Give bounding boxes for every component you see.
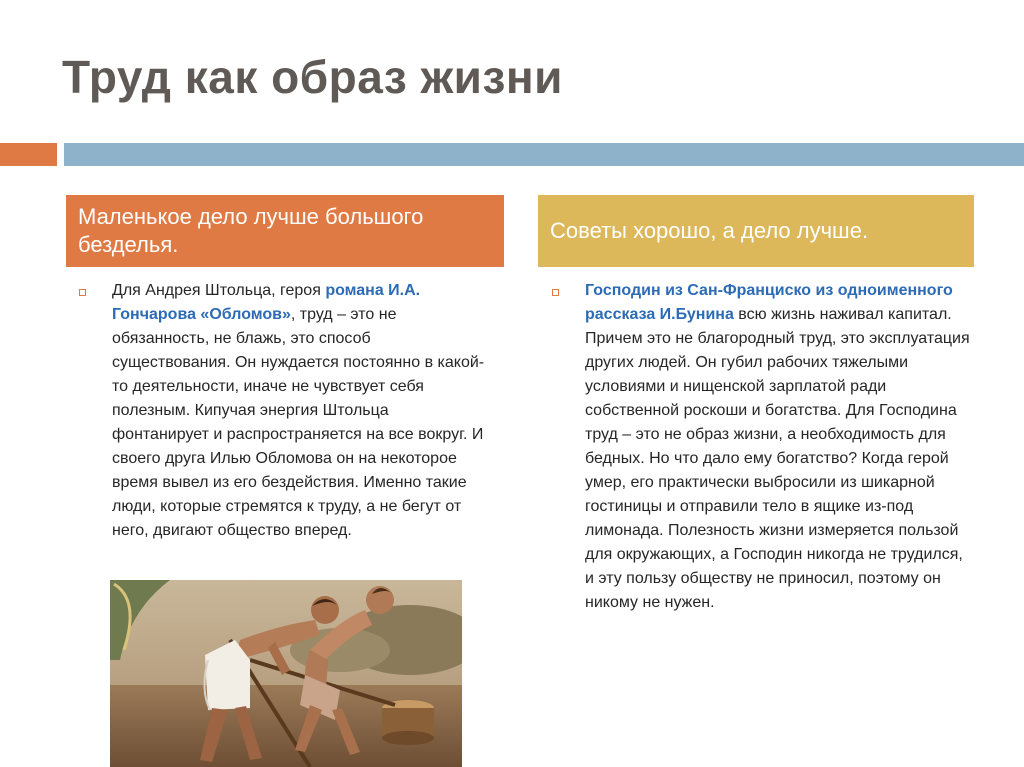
left-header-text: Маленькое дело лучше большого безделья.	[78, 204, 424, 257]
labor-painting	[110, 580, 462, 767]
left-text-highlight: романа И.А. Гончарова «Обломов»	[112, 282, 421, 323]
slide-title: Труд как образ жизни	[62, 51, 563, 103]
right-text-rest: всю жизнь наживал капитал. Причем это не благородный труд, это эксплуатация других людей. Он губил рабочих тяжелыми условиями и нищенской зарплатой ради собственной роскоши и богатства. Для Господина труд – это не образ жизни, а необходимость для бедных. Но что дало ему богатство? Когда герой умер, его практически выбросили из шикарной гостиницы и отправили тело в ящике из-под лимонада. Полезность жизни измеряется пользой для окружающих, а Господин никогда не трудился, и эту пользу обществу не приносил, поэтому он никому не нужен.	[585, 306, 970, 611]
left-column-header	[66, 195, 504, 267]
right-bullet-icon	[552, 289, 559, 296]
left-column-text	[112, 279, 490, 543]
right-header-text: Советы хорошо, а дело лучше.	[550, 218, 869, 243]
left-bullet-icon	[79, 289, 86, 296]
accent-bar-orange	[0, 143, 57, 166]
left-text-part1: Для Андрея Штольца, героя	[112, 282, 326, 299]
right-column-header	[538, 195, 974, 267]
right-text-highlight: Господин из Сан-Франциско из одноименного рассказа И.Бунина	[585, 282, 953, 323]
right-column-text	[585, 279, 970, 615]
accent-bar-blue	[64, 143, 1024, 166]
left-text-part2: , труд – это не обязанность, не блажь, это способ существования. Он нуждается постоянно в какой-то деятельности, иначе не чувствует себя полезным. Кипучая энергия Штольца фонтанирует и распространяется на все вокруг. И своего друга Илью Обломова он на некоторое время вывел из его бездействия. Именно такие люди, которые стремятся к труду, а не бегут от него, двигают общество вперед.	[112, 306, 485, 539]
